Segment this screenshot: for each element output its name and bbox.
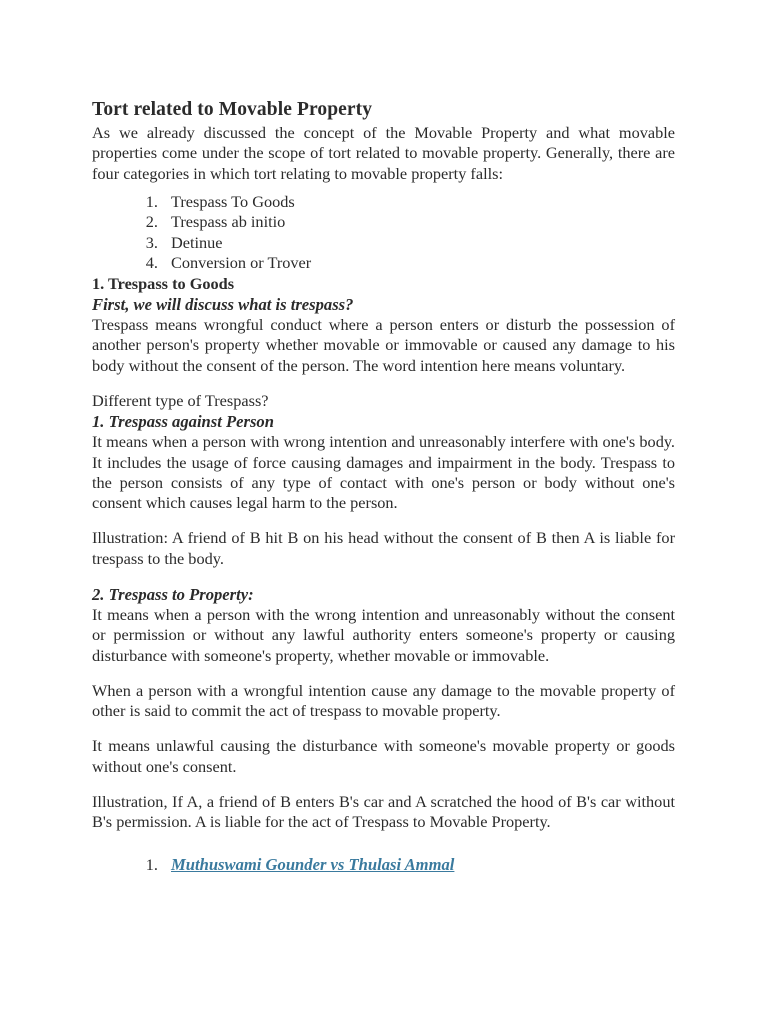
page-title: Tort related to Movable Property	[92, 99, 373, 120]
categories-list	[92, 192, 675, 274]
list-item: 4. Conversion or Trover	[162, 253, 675, 273]
section-heading-trespass-to-goods: 1. Trespass to Goods	[92, 273, 235, 293]
subheading-trespass-to-property: 2. Trespass to Property:	[92, 584, 254, 604]
trespass-against-person-paragraph: It means when a person with wrong intention and unreasonably interfere with one's body. It includes the usage of force causing damages and impairment in the body. Trespass to the person consists of any type of contact with one's person or body without one's consent which causes legal harm to the person.	[92, 432, 675, 513]
trespass-property-illustration: Illustration, If A, a friend of B enters B's car and A scratched the hood of B's car without B's permission. A is liable for the act of Trespass to Movable Property.	[92, 792, 675, 832]
subheading-types-question: Different type of Trespass?	[92, 390, 269, 410]
list-item: 3. Detinue	[162, 233, 675, 253]
case-citation-list	[92, 854, 675, 876]
list-item: 1. Trespass To Goods	[162, 192, 675, 212]
movable-property-damage-paragraph: When a person with a wrongful intention cause any damage to the movable property of other is said to commit the act of trespass to movable property.	[92, 680, 675, 721]
trespass-to-property-paragraph: It means when a person with the wrong intention and unreasonably without the consent or permission or without any lawful authority enters someone's property or causing disturbance with someone's property, whether movable or immovable.	[92, 605, 675, 665]
subheading-trespass-against-person: 1. Trespass against Person	[92, 412, 274, 432]
trespass-person-illustration: Illustration: A friend of B hit B on his head without the consent of B then A is liable for trespass to the body.	[92, 528, 675, 568]
list-item: 2. Trespass ab initio	[162, 212, 675, 232]
subheading-trespass-question: First, we will discuss what is trespass?	[92, 294, 354, 314]
case-link-muthuswami-gounder[interactable]: Muthuswami Gounder vs Thulasi Ammal	[171, 854, 455, 874]
unlawful-disturbance-paragraph: It means unlawful causing the disturbance with someone's movable property or goods without one's consent.	[92, 736, 675, 776]
list-item	[162, 854, 675, 876]
trespass-definition-paragraph: Trespass means wrongful conduct where a person enters or disturb the possession of another person's property whether movable or immovable or caused any damage to his body without the consent of the person. The word intention here means voluntary.	[92, 315, 675, 375]
intro-paragraph: As we already discussed the concept of the Movable Property and what movable properties come under the scope of tort related to movable property. Generally, there are four categories in which tort relating to movable property falls:	[92, 123, 675, 183]
